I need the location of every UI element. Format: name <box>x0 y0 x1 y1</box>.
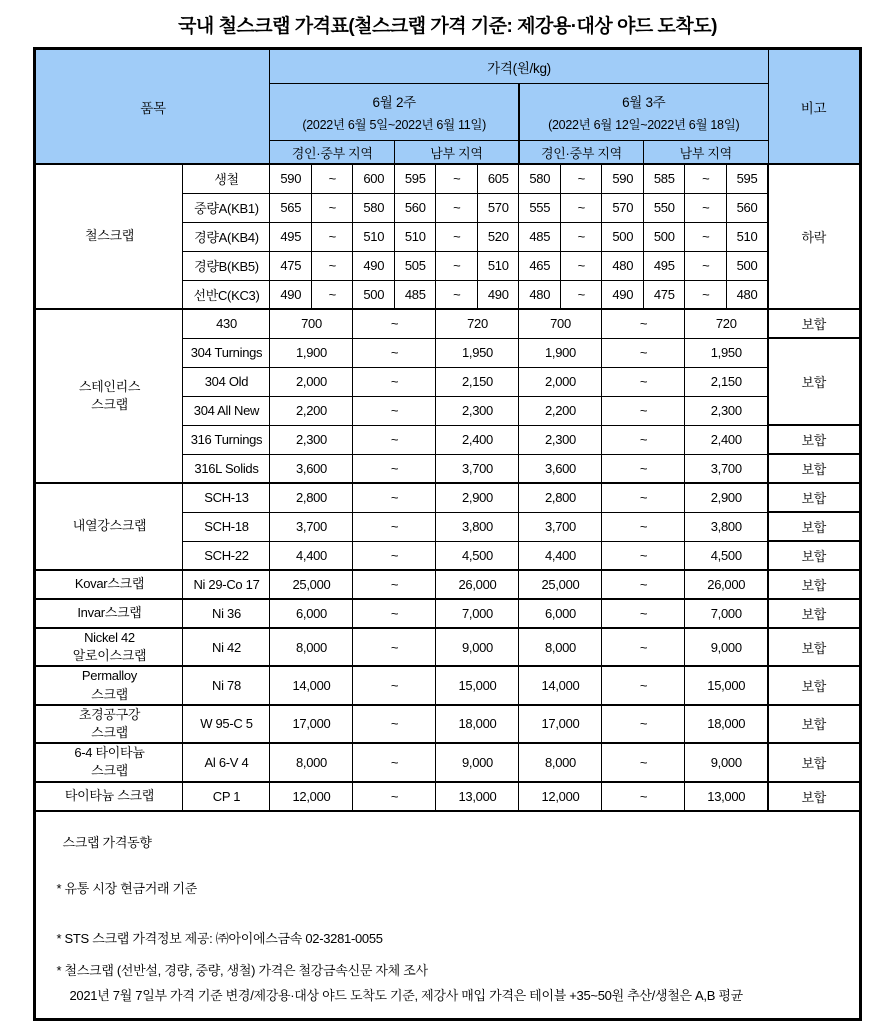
scrap-price-table <box>33 47 861 1021</box>
range-tilde-cell: ~ <box>602 666 685 704</box>
price-cell: 25,000 <box>270 570 353 599</box>
price-cell: 490 <box>270 280 312 309</box>
price-cell: 8,000 <box>519 743 602 781</box>
price-cell: 475 <box>643 280 685 309</box>
range-tilde-cell: ~ <box>602 570 685 599</box>
price-cell: 565 <box>270 193 312 222</box>
grade-cell: 430 <box>183 309 270 338</box>
price-cell: 560 <box>394 193 436 222</box>
week2-header-cell <box>519 84 768 141</box>
price-cell: 3,800 <box>685 512 768 541</box>
range-tilde-cell: ~ <box>353 367 436 396</box>
price-cell: 580 <box>519 164 561 193</box>
price-cell: 520 <box>477 222 519 251</box>
note-line: 2021년 7월 7일부 가격 기준 변경/제강용·대상 야드 도착도 기준, 제강사 매입 가격은 테이블 +35~50원 추산/생철은 A,B 평균 <box>69 987 743 1003</box>
price-cell: 490 <box>353 251 395 280</box>
price-cell: 3,800 <box>436 512 519 541</box>
grade-cell: SCH-22 <box>183 541 270 570</box>
price-cell: 2,200 <box>519 396 602 425</box>
price-cell: 18,000 <box>436 705 519 743</box>
price-cell: 550 <box>643 193 685 222</box>
grade-cell: 304 All New <box>183 396 270 425</box>
remark-cell: 보합 <box>768 666 860 704</box>
remark-cell: 보합 <box>768 782 860 811</box>
price-cell: 495 <box>643 251 685 280</box>
price-cell: 2,900 <box>685 483 768 512</box>
grade-cell: 316L Solids <box>183 454 270 483</box>
range-tilde-cell: ~ <box>436 280 478 309</box>
price-cell: 12,000 <box>270 782 353 811</box>
range-tilde-cell: ~ <box>560 193 602 222</box>
range-tilde-cell: ~ <box>353 396 436 425</box>
grade-cell: 304 Old <box>183 367 270 396</box>
week1-label: 6월 2주 <box>372 95 416 110</box>
price-cell: 17,000 <box>519 705 602 743</box>
grade-cell: 경량B(KB5) <box>183 251 270 280</box>
range-tilde-cell: ~ <box>311 164 353 193</box>
price-cell: 3,600 <box>519 454 602 483</box>
price-cell: 590 <box>602 164 644 193</box>
price-cell: 2,200 <box>270 396 353 425</box>
notes-heading: 스크랩 가격동향 <box>62 834 152 850</box>
price-cell: 1,900 <box>519 338 602 367</box>
price-cell: 2,000 <box>270 367 353 396</box>
grade-cell: SCH-18 <box>183 512 270 541</box>
range-tilde-cell: ~ <box>311 193 353 222</box>
price-header-cell: 가격(원/kg) <box>270 49 768 84</box>
price-cell: 1,950 <box>436 338 519 367</box>
range-tilde-cell: ~ <box>311 280 353 309</box>
range-tilde-cell: ~ <box>602 512 685 541</box>
range-tilde-cell: ~ <box>353 570 436 599</box>
price-cell: 475 <box>270 251 312 280</box>
price-cell: 500 <box>353 280 395 309</box>
price-cell: 485 <box>519 222 561 251</box>
week2-range: (2022년 6월 12일~2022년 6월 18일) <box>548 118 740 132</box>
grade-cell: Ni 42 <box>183 628 270 666</box>
page-title: 국내 철스크랩 가격표(철스크랩 가격 기준: 제강용·대상 야드 도착도) <box>178 16 717 37</box>
price-cell: 560 <box>726 193 768 222</box>
range-tilde-cell: ~ <box>685 280 727 309</box>
grade-cell: CP 1 <box>183 782 270 811</box>
range-tilde-cell: ~ <box>353 338 436 367</box>
price-cell: 15,000 <box>685 666 768 704</box>
price-cell: 3,600 <box>270 454 353 483</box>
range-tilde-cell: ~ <box>353 782 436 811</box>
note-line: * STS 스크랩 가격정보 제공: ㈜아이에스금속 02-3281-0055 <box>56 930 383 946</box>
price-cell: 7,000 <box>685 599 768 628</box>
price-cell: 4,400 <box>270 541 353 570</box>
notes-area <box>35 811 860 1020</box>
price-cell: 485 <box>394 280 436 309</box>
price-cell: 3,700 <box>519 512 602 541</box>
price-cell: 510 <box>726 222 768 251</box>
price-cell: 14,000 <box>270 666 353 704</box>
price-cell: 13,000 <box>685 782 768 811</box>
price-cell: 8,000 <box>519 628 602 666</box>
price-cell: 700 <box>270 309 353 338</box>
week1-header-cell <box>270 84 519 141</box>
range-tilde-cell: ~ <box>353 743 436 781</box>
price-cell: 590 <box>270 164 312 193</box>
remark-cell: 보합 <box>768 425 860 454</box>
price-cell: 9,000 <box>436 628 519 666</box>
range-tilde-cell: ~ <box>436 193 478 222</box>
range-tilde-cell: ~ <box>602 338 685 367</box>
price-cell: 18,000 <box>685 705 768 743</box>
price-cell: 2,300 <box>685 396 768 425</box>
price-cell: 13,000 <box>436 782 519 811</box>
remark-cell: 보합 <box>768 338 860 425</box>
price-cell: 2,400 <box>685 425 768 454</box>
grade-cell: 중량A(KB1) <box>183 193 270 222</box>
range-tilde-cell: ~ <box>685 222 727 251</box>
price-cell: 8,000 <box>270 743 353 781</box>
grade-cell: Al 6-V 4 <box>183 743 270 781</box>
region-header-cell: 경인·중부 지역 <box>270 141 395 165</box>
range-tilde-cell: ~ <box>602 396 685 425</box>
price-cell: 3,700 <box>436 454 519 483</box>
range-tilde-cell: ~ <box>602 454 685 483</box>
price-cell: 600 <box>353 164 395 193</box>
price-cell: 490 <box>477 280 519 309</box>
range-tilde-cell: ~ <box>602 483 685 512</box>
remark-cell: 보합 <box>768 570 860 599</box>
price-cell: 480 <box>519 280 561 309</box>
range-tilde-cell: ~ <box>602 782 685 811</box>
range-tilde-cell: ~ <box>602 599 685 628</box>
price-cell: 570 <box>477 193 519 222</box>
price-cell: 3,700 <box>270 512 353 541</box>
section-label: 6-4 타이타늄 스크랩 <box>35 743 183 781</box>
grade-cell: Ni 78 <box>183 666 270 704</box>
range-tilde-cell: ~ <box>436 222 478 251</box>
price-cell: 480 <box>602 251 644 280</box>
remark-cell: 보합 <box>768 454 860 483</box>
price-cell: 555 <box>519 193 561 222</box>
price-cell: 585 <box>643 164 685 193</box>
price-cell: 14,000 <box>519 666 602 704</box>
remark-cell: 보합 <box>768 599 860 628</box>
section-label: Kovar스크랩 <box>35 570 183 599</box>
grade-cell: W 95-C 5 <box>183 705 270 743</box>
price-cell: 9,000 <box>685 628 768 666</box>
price-cell: 2,150 <box>685 367 768 396</box>
price-cell: 4,400 <box>519 541 602 570</box>
range-tilde-cell: ~ <box>353 666 436 704</box>
price-cell: 580 <box>353 193 395 222</box>
range-tilde-cell: ~ <box>602 309 685 338</box>
price-cell: 720 <box>436 309 519 338</box>
price-cell: 9,000 <box>436 743 519 781</box>
remark-cell: 보합 <box>768 541 860 570</box>
range-tilde-cell: ~ <box>311 251 353 280</box>
price-cell: 7,000 <box>436 599 519 628</box>
price-cell: 500 <box>602 222 644 251</box>
price-cell: 2,150 <box>436 367 519 396</box>
grade-cell: Ni 29-Co 17 <box>183 570 270 599</box>
price-cell: 25,000 <box>519 570 602 599</box>
price-cell: 2,800 <box>270 483 353 512</box>
range-tilde-cell: ~ <box>436 164 478 193</box>
range-tilde-cell: ~ <box>602 705 685 743</box>
price-cell: 490 <box>602 280 644 309</box>
price-cell: 2,300 <box>519 425 602 454</box>
price-cell: 595 <box>726 164 768 193</box>
price-cell: 1,950 <box>685 338 768 367</box>
section-label: Nickel 42 알로이스크랩 <box>35 628 183 666</box>
range-tilde-cell: ~ <box>353 483 436 512</box>
remark-cell: 보합 <box>768 309 860 338</box>
region-header-cell: 경인·중부 지역 <box>519 141 644 165</box>
range-tilde-cell: ~ <box>602 541 685 570</box>
range-tilde-cell: ~ <box>685 193 727 222</box>
week2-label: 6월 3주 <box>622 95 666 110</box>
range-tilde-cell: ~ <box>560 251 602 280</box>
price-cell: 2,900 <box>436 483 519 512</box>
price-cell: 700 <box>519 309 602 338</box>
price-cell: 495 <box>270 222 312 251</box>
range-tilde-cell: ~ <box>353 705 436 743</box>
price-cell: 15,000 <box>436 666 519 704</box>
range-tilde-cell: ~ <box>311 222 353 251</box>
grade-cell: 생철 <box>183 164 270 193</box>
remark-header-cell: 비고 <box>768 49 860 165</box>
price-cell: 510 <box>477 251 519 280</box>
price-cell: 9,000 <box>685 743 768 781</box>
price-cell: 505 <box>394 251 436 280</box>
price-cell: 26,000 <box>436 570 519 599</box>
range-tilde-cell: ~ <box>436 251 478 280</box>
price-cell: 500 <box>643 222 685 251</box>
remark-cell: 보합 <box>768 705 860 743</box>
price-cell: 595 <box>394 164 436 193</box>
price-cell: 3,700 <box>685 454 768 483</box>
price-cell: 12,000 <box>519 782 602 811</box>
price-cell: 4,500 <box>436 541 519 570</box>
range-tilde-cell: ~ <box>353 628 436 666</box>
price-cell: 4,500 <box>685 541 768 570</box>
range-tilde-cell: ~ <box>685 251 727 280</box>
range-tilde-cell: ~ <box>602 425 685 454</box>
range-tilde-cell: ~ <box>685 164 727 193</box>
section-label: 내열강스크랩 <box>35 483 183 570</box>
note-line: * 철스크랩 (선반설, 경량, 중량, 생철) 가격은 철강금속신문 자체 조사 <box>56 962 428 978</box>
note-line: * 유통 시장 현금거래 기준 <box>56 880 198 896</box>
range-tilde-cell: ~ <box>353 512 436 541</box>
remark-cell: 보합 <box>768 628 860 666</box>
grade-cell: 304 Turnings <box>183 338 270 367</box>
range-tilde-cell: ~ <box>560 222 602 251</box>
price-cell: 1,900 <box>270 338 353 367</box>
section-label: 타이타늄 스크랩 <box>35 782 183 811</box>
range-tilde-cell: ~ <box>602 628 685 666</box>
range-tilde-cell: ~ <box>353 309 436 338</box>
price-cell: 6,000 <box>270 599 353 628</box>
item-header-cell: 품목 <box>35 49 270 165</box>
range-tilde-cell: ~ <box>560 164 602 193</box>
region-header-cell: 남부 지역 <box>394 141 519 165</box>
price-cell: 26,000 <box>685 570 768 599</box>
range-tilde-cell: ~ <box>602 743 685 781</box>
price-cell: 6,000 <box>519 599 602 628</box>
remark-cell: 하락 <box>768 164 860 309</box>
region-header-cell: 남부 지역 <box>643 141 768 165</box>
grade-cell: 경량A(KB4) <box>183 222 270 251</box>
range-tilde-cell: ~ <box>560 280 602 309</box>
section-label: Permalloy 스크랩 <box>35 666 183 704</box>
remark-cell: 보합 <box>768 483 860 512</box>
price-cell: 510 <box>394 222 436 251</box>
remark-cell: 보합 <box>768 512 860 541</box>
range-tilde-cell: ~ <box>353 425 436 454</box>
week1-range: (2022년 6월 5일~2022년 6월 11일) <box>302 118 487 132</box>
price-cell: 8,000 <box>270 628 353 666</box>
price-cell: 500 <box>726 251 768 280</box>
section-label: 스테인리스 스크랩 <box>35 309 183 483</box>
price-cell: 605 <box>477 164 519 193</box>
price-cell: 465 <box>519 251 561 280</box>
price-cell: 2,000 <box>519 367 602 396</box>
price-cell: 17,000 <box>270 705 353 743</box>
remark-cell: 보합 <box>768 743 860 781</box>
section-label: 철스크랩 <box>35 164 183 309</box>
grade-cell: 316 Turnings <box>183 425 270 454</box>
range-tilde-cell: ~ <box>353 599 436 628</box>
range-tilde-cell: ~ <box>602 367 685 396</box>
price-cell: 2,400 <box>436 425 519 454</box>
range-tilde-cell: ~ <box>353 541 436 570</box>
price-cell: 480 <box>726 280 768 309</box>
price-cell: 2,800 <box>519 483 602 512</box>
section-label: 초경공구강 스크랩 <box>35 705 183 743</box>
grade-cell: SCH-13 <box>183 483 270 512</box>
grade-cell: Ni 36 <box>183 599 270 628</box>
price-cell: 2,300 <box>436 396 519 425</box>
price-cell: 720 <box>685 309 768 338</box>
price-cell: 2,300 <box>270 425 353 454</box>
price-cell: 510 <box>353 222 395 251</box>
range-tilde-cell: ~ <box>353 454 436 483</box>
grade-cell: 선반C(KC3) <box>183 280 270 309</box>
price-cell: 570 <box>602 193 644 222</box>
section-label: Invar스크랩 <box>35 599 183 628</box>
